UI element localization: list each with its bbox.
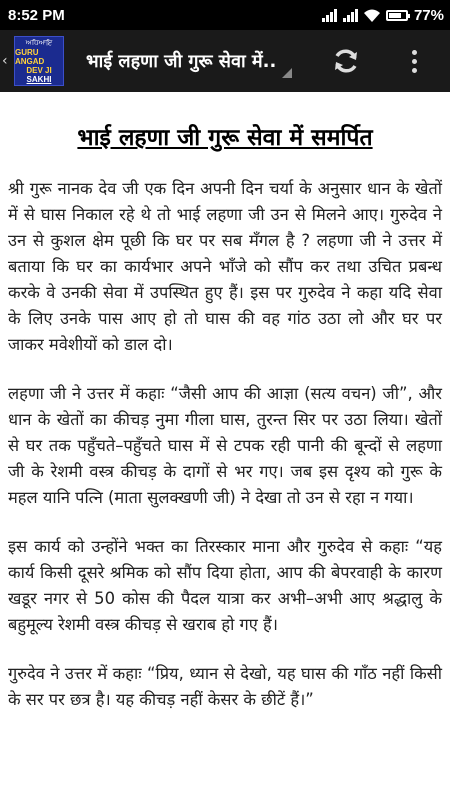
article-paragraph-2: लहणा जी ने उत्तर में कहाः “जैसी आप की आज्ञा (सत्य वचन) जी”, और धान के खेतों का कीचड़ नुमा गीला घास, तुरन्त सिर पर उठा लिया। खेतों से घर तक पहुँचते–पहुँचते घास में से टपक रही पानी की बून्दों से लहणा जी के रेशमी वस्त्र कीचड़ के दागों से भर गए। जब इस दृश्य को गुरू के महल यानि पत्नि (माता सुलक्खणी जी) ने देखा तो उन से रहा न गया।: [8, 384, 442, 507]
overflow-menu-button[interactable]: [398, 40, 430, 82]
article-content[interactable]: [0, 92, 450, 800]
signal-icon: [322, 8, 337, 22]
logo-top-text: ਅਧਿਆਇ: [25, 38, 53, 47]
refresh-button[interactable]: [325, 40, 367, 82]
article-heading: भाई लहणा जी गुरू सेवा में समर्पित: [77, 125, 373, 151]
wifi-icon: [364, 9, 380, 22]
article-paragraph-3: इस कार्य को उन्होंने भक्त का तिरस्कार माना और गुरुदेव से कहाः “यह कार्य किसी दूसरे श्रमिक को सौंप दिया होता, आप की बेपरवाही के कारण खडूर नगर से 50 कोस की पैदल यात्रा कर अभी–अभी आए श्रद्धालु के बहुमूल्य रेशमी वस्त्र कीचड़ से खराब हो गए हैं।: [8, 537, 442, 634]
dropdown-corner-icon: [282, 68, 292, 78]
app-logo[interactable]: [14, 36, 64, 86]
status-time: 8:52 PM: [8, 6, 65, 24]
app-toolbar: [0, 30, 450, 92]
battery-icon: [386, 10, 408, 21]
logo-line-1: GURU ANGAD: [15, 47, 45, 66]
signal-icon-2: [343, 8, 358, 22]
article-paragraph-1: श्री गुरू नानक देव जी एक दिन अपनी दिन चर्या के अनुसार धान के खेतों में से घास निकाल रहे थे तो भाई लहणा जी उन से मिलने आए। गुरुदेव ने उन से कुशल क्षेम पूछी कि घर पर सब मँगल है ? लहणा जी ने उत्तर में बताया कि घर का कार्यभार अपने भाँजे को सौंप कर तथा उचित प्रबन्ध करके वे उनकी सेवा में उपस्थित हुए हैं। इस पर गुरुदेव ने कहा यदि सेवा के लिए उनके पास आए हो तो घास की वह गांठ उठा लो और घर पर जाकर मवेशीयों को डाल दो।: [8, 179, 442, 354]
status-icons: [322, 7, 444, 24]
battery-percent: 77%: [413, 6, 444, 24]
toolbar-title: भाई लहणा जी गुरू सेवा में..: [86, 51, 277, 72]
logo-line-3: SAKHI: [26, 74, 52, 84]
refresh-icon: [331, 46, 361, 76]
logo-line-2: DEV JI: [26, 65, 52, 75]
back-icon[interactable]: ‹: [2, 53, 8, 69]
article-paragraph-4: गुरुदेव ने उत्तर में कहाः “प्रिय, ध्यान से देखो, यह घास की गाँठ नहीं किसी के सर पर छत्र है। यह कीचड़ नहीं केसर के छीटें हैं।”: [8, 664, 442, 709]
status-bar: [0, 0, 450, 30]
